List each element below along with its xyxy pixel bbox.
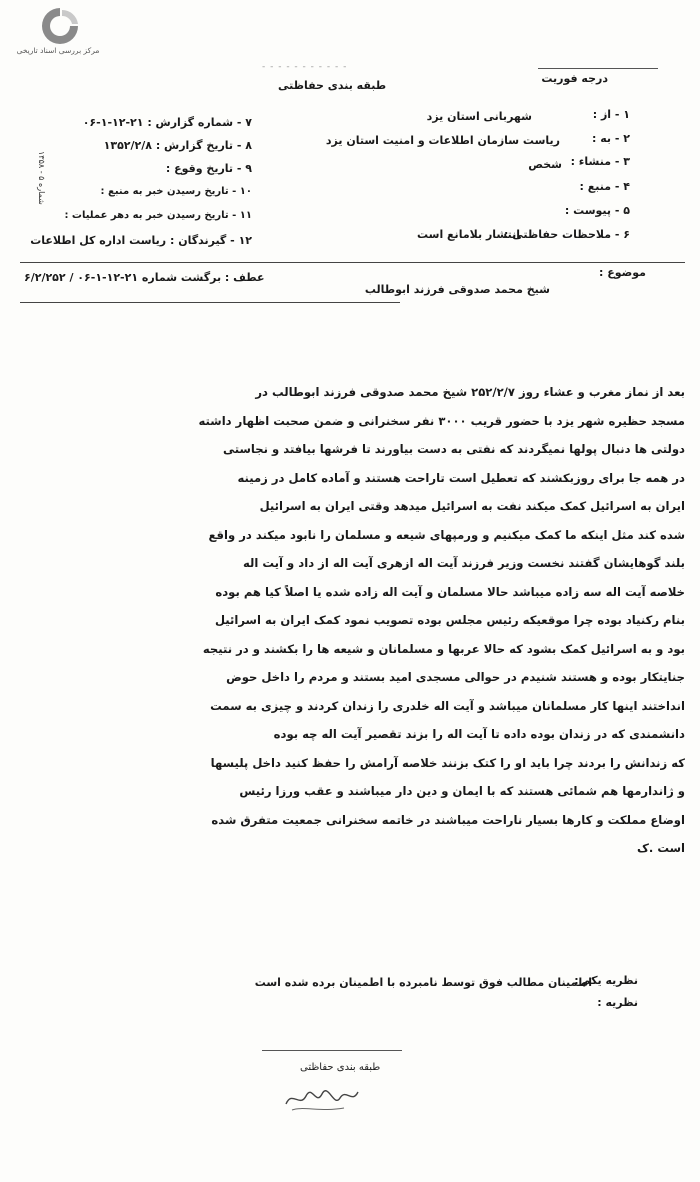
body-line: انداختند اینها کار مسلمانان میباشد و آیت اله خلدری را زندان کردند و چیزی به سمت <box>210 698 685 713</box>
reference-number: عطف : برگشت شماره ۲۱-۱۲-۱-۰۶ / ۶/۲/۲۵۲ <box>24 271 265 284</box>
urgency-underline <box>538 68 658 69</box>
from-label: ۱ - از : <box>592 108 630 121</box>
archive-logo <box>8 6 108 58</box>
signature-icon <box>282 1082 362 1116</box>
body-line: است .ک <box>637 841 685 855</box>
footer-classification: طبقه بندی حفاظتی <box>300 1062 381 1073</box>
body-line: دانشمندی که در زندان بوده داده تا آیت اله را بزند تقصیر آیت اله چه بوده <box>273 727 685 741</box>
body-line: ایران به اسرائیل کمک میکند نفت به اسرائیل میدهد وقتی ایران به اسرائیل <box>259 499 685 513</box>
origin-value: شخص <box>528 158 562 171</box>
origin-label: ۳ - منشاء : <box>570 155 630 168</box>
body-line: شده کند مثل اینکه ما کمک میکنیم و ورمپهای شیعه و مسلمان را نابود میکند در واقع <box>208 527 685 542</box>
report-body <box>100 378 685 863</box>
to-label: ۲ - به : <box>592 132 630 145</box>
opinion-label: نظریه یکم : <box>574 974 638 987</box>
body-line: بلند گوهایشان گفتند نخست وزیر فرزند آیت اله ازهری آیت اله از داد و آیت اله <box>243 556 685 570</box>
attachment-label: ۵ - پیوست : <box>564 204 630 217</box>
body-line: خلاصه آیت اله سه زاده میباشد حالا مسلمان و آیت اله زاده شده یا اصلاً کیا هم بوده <box>215 584 685 599</box>
body-line: مسجد حظیره شهر یزد با حضور قریب ۳۰۰۰ نفر سخنرانی و ضمن صحبت اظهار داشته <box>198 413 685 428</box>
body-line: دولتی ها دنبال پولها نمیگردند که نفتی به دست بیاورند تا فرشها بیافتد و نجاستی <box>223 442 685 456</box>
source-label: ۴ - منبع : <box>579 180 630 193</box>
body-line: بعد از نماز مغرب و عشاء روز ۲۵۲/۲/۷ شیخ محمد صدوقی فرزند ابوطالب در <box>255 385 685 399</box>
subject-underline <box>20 302 400 303</box>
event-date: ۹ - تاریخ وقوع : <box>165 162 252 175</box>
archive-emblem-icon <box>38 6 82 46</box>
to-value: ریاست سازمان اطلاعات و امنیت استان یزد <box>325 134 560 147</box>
opinion-text: اطمینان مطالب فوق توسط نامبرده با اطمینان برده شده است <box>254 976 592 989</box>
report-number: ۷ - شماره گزارش : ۲۱-۱۲-۱-۰۶ <box>82 116 252 129</box>
analysis-label: نظریه : <box>597 996 638 1009</box>
header-separator <box>20 262 685 263</box>
body-line: در همه جا برای روزبکشند که تعطیل است تاراحت هستند و آماده کامل در زمینه <box>237 470 685 485</box>
archive-logo-text: مرکز بررسی اسناد تاریخی <box>16 46 100 55</box>
urgency-label: درجه فوریت <box>541 72 608 85</box>
body-line: اوضاع مملکت و کارها بسیار ناراحت میباشند در خاتمه سخنرانی جمعیت متفرق شده <box>211 812 685 827</box>
notes-label: ۶ - ملاحظات حفاظتی : <box>504 228 630 241</box>
header-dots: - - - - - - - - - - - <box>262 62 348 72</box>
vertical-note: شماره ۵ - ۱۳۵۸ <box>37 151 46 205</box>
classification-label: طبقه بندی حفاظتی <box>278 79 387 92</box>
footer-line <box>262 1050 402 1051</box>
notes-value: انتشار بلامانع است <box>416 228 520 241</box>
subject-value: شیخ محمد صدوقی فرزند ابوطالب <box>364 283 550 296</box>
body-line: بود و به اسرائیل کمک بشود که حالا عربها و مسلمانان و شیعه ها را بکشند و در نتیجه <box>202 641 685 656</box>
report-date: ۸ - تاریخ گزارش : ۱۳۵۲/۲/۸ <box>103 139 252 152</box>
body-line: و ژاندارمها هم شمائی هستند که با ایمان و دین دار میباشند و عقب ورزا رئیس <box>239 784 685 798</box>
source-receipt-date: ۱۰ - تاریخ رسیدن خبر به منبع : <box>100 186 252 197</box>
recipients: ۱۲ - گیرندگان : ریاست اداره کل اطلاعات <box>30 234 252 247</box>
subject-label: موضوع : <box>599 266 646 279</box>
body-line: که زندانش را بردند چرا باید او را کتک بزنند خلاصه آرامش را حفظ کنید داخل پلیسها <box>210 755 685 770</box>
body-line: بنام رکنیاد بوده چرا موقعیکه رئیس مجلس بوده تصویب نمود کمک ایران به اسرائیل <box>214 613 685 627</box>
from-value: شهربانی استان یزد <box>426 110 532 123</box>
agent-receipt-date: ۱۱ - تاریخ رسیدن خبر به دهر عملیات : <box>64 210 252 221</box>
body-line: جنایتکار بوده و هستند شنیدم در حوالی مسجدی امید بستند و مردم را داخل حوض <box>226 670 685 684</box>
